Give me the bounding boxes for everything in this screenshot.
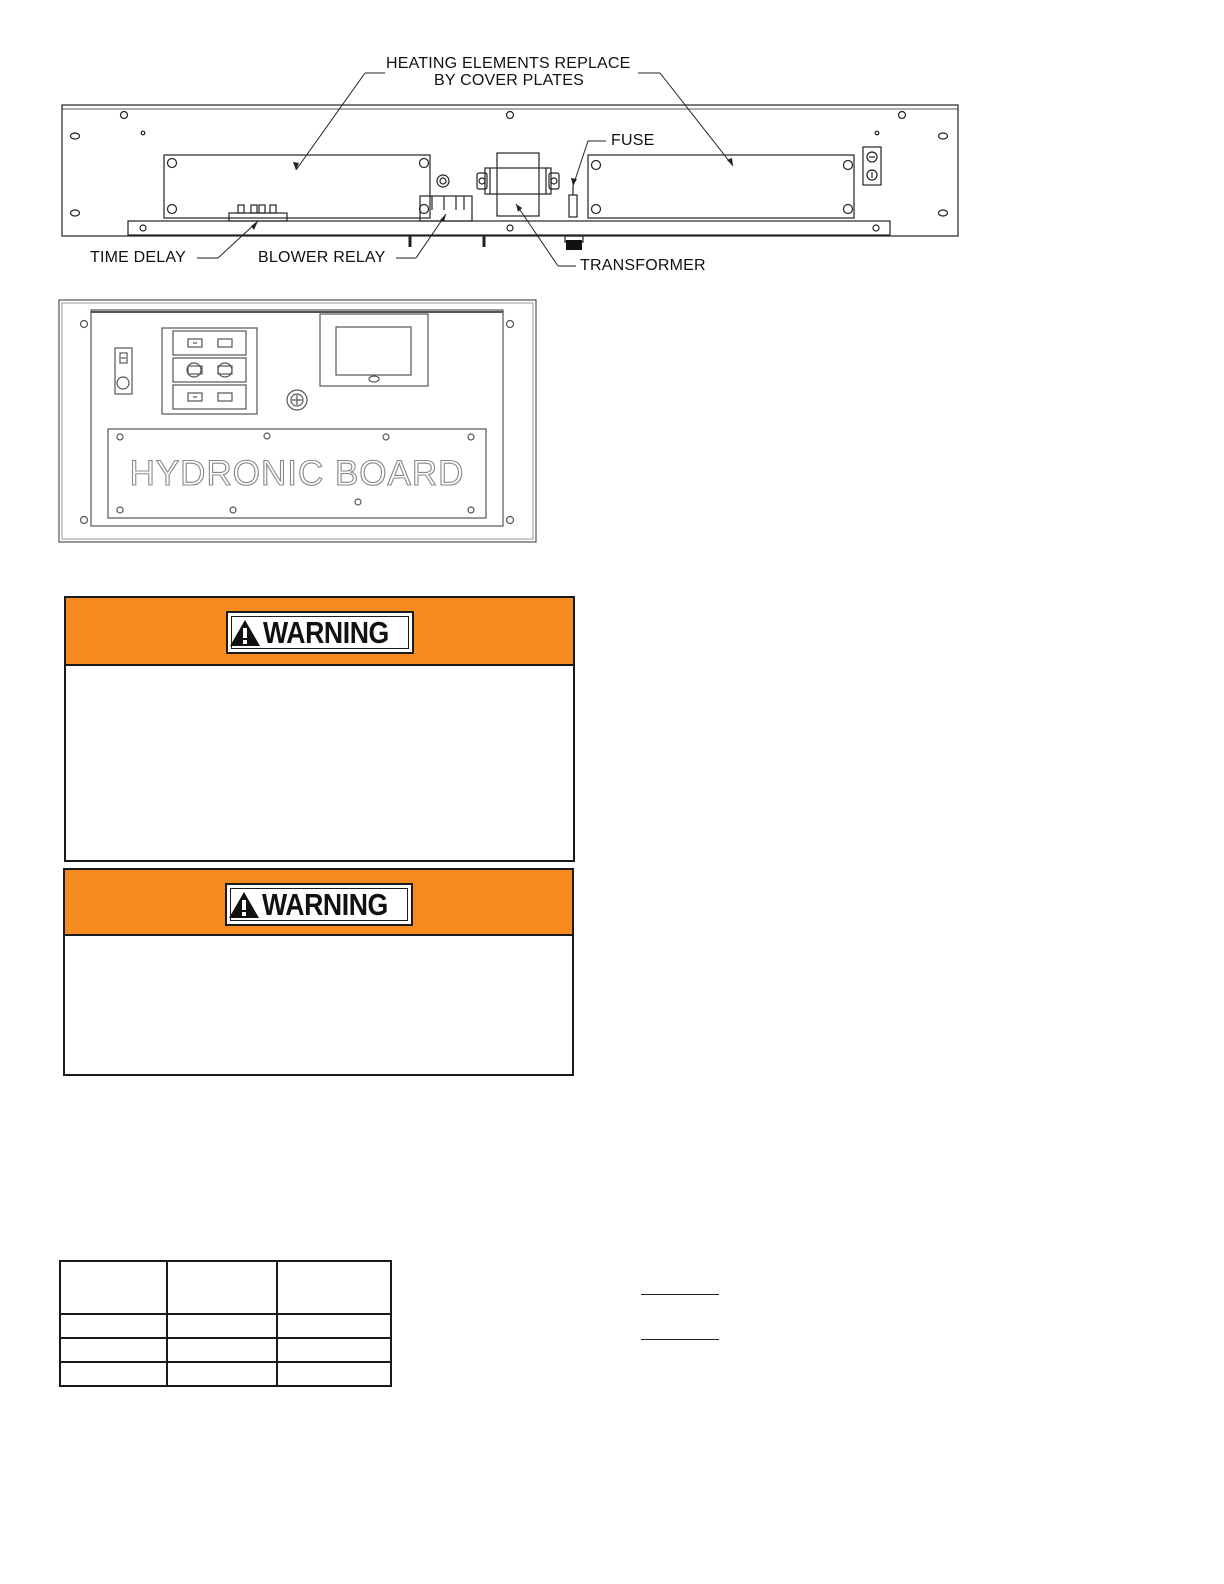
warning-badge-2 [225, 883, 413, 926]
figure-heat-panel [0, 0, 1224, 290]
right-cover-plate [588, 155, 854, 218]
time-delay-device [229, 213, 287, 221]
hydronic-board-label: HYDRONIC BOARD [129, 454, 465, 493]
warning-title-1: WARNING [263, 614, 390, 650]
table-row [60, 1362, 391, 1386]
empty-table [59, 1260, 392, 1387]
warning-title-2: WARNING [262, 886, 389, 922]
hydronic-panel-drawing [58, 299, 538, 544]
table-row [60, 1261, 391, 1314]
warning-header-1 [66, 598, 573, 666]
fuse-device [569, 195, 577, 217]
label-blower-relay: BLOWER RELAY [258, 249, 386, 266]
label-heating-elements: HEATING ELEMENTS REPLACE [386, 55, 631, 72]
label-transformer: TRANSFORMER [580, 257, 706, 274]
label-cover-plates: BY COVER PLATES [434, 72, 585, 89]
figure-hydronic-panel [58, 299, 538, 544]
warning-triangle-icon [228, 891, 260, 919]
warning-box-1 [64, 596, 575, 862]
warning-header-2 [65, 870, 572, 936]
bottom-rail [128, 221, 890, 235]
warning-badge-1 [226, 611, 414, 654]
warning-box-2 [63, 868, 574, 1076]
blank-line-2 [641, 1339, 719, 1340]
table-row [60, 1338, 391, 1362]
label-time-delay: TIME DELAY [90, 249, 186, 266]
blank-line-1 [641, 1294, 719, 1295]
warning-triangle-icon [229, 619, 261, 647]
table-row [60, 1314, 391, 1338]
label-fuse: FUSE [611, 132, 655, 149]
